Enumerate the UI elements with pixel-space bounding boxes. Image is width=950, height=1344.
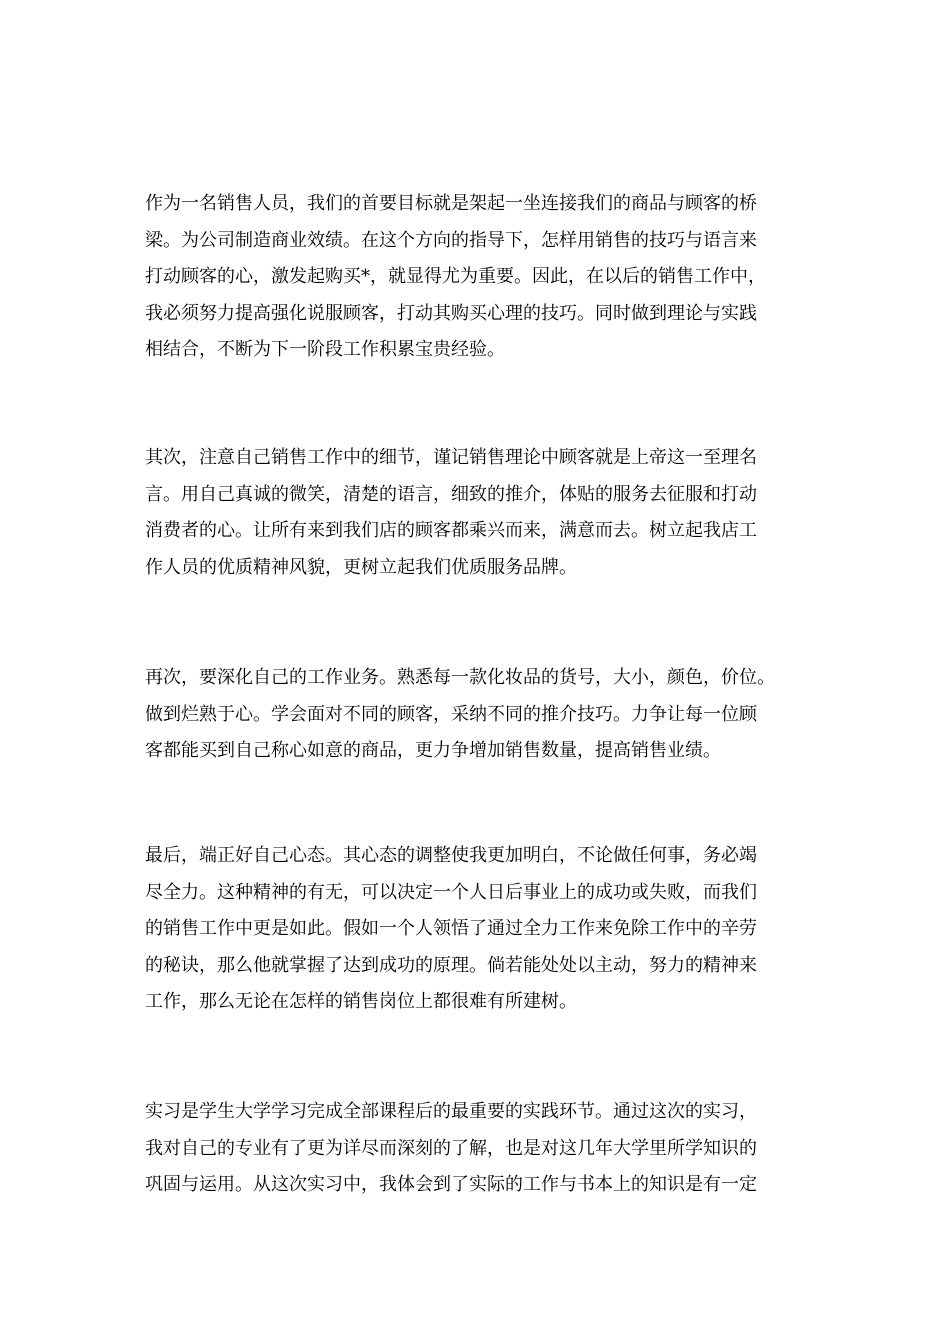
- text-line: 我必须努力提高强化说服顾客，打动其购买心理的技巧。同时做到理论与实践: [145, 302, 757, 324]
- text-line: 的销售工作中更是如此。假如一个人领悟了通过全力工作来免除工作中的辛劳: [145, 918, 757, 939]
- text-line: 作为一名销售人员，我们的首要目标就是架起一坐连接我们的商品与顾客的桥: [145, 193, 757, 214]
- text-line: 其次，注意自己销售工作中的细节，谨记销售理论中顾客就是上帝这一至理名: [145, 447, 757, 468]
- text-line: 客都能买到自己称心如意的商品，更力争增加销售数量，提高销售业绩。: [145, 740, 721, 761]
- text-line: 作人员的优质精神风貌，更树立起我们优质服务品牌。: [145, 556, 577, 578]
- paragraph-business-knowledge: [145, 660, 845, 770]
- text-line: 的秘诀，那么他就掌握了达到成功的原理。倘若能处处以主动，努力的精神来: [145, 954, 757, 976]
- text-line: 相结合，不断为下一阶段工作积累宝贵经验。: [145, 339, 505, 360]
- paragraph-attitude: [145, 838, 845, 1021]
- text-line: 言。用自己真诚的微笑，清楚的语言，细致的推介，体贴的服务去征服和打动: [145, 483, 757, 505]
- text-line: 最后，端正好自己心态。其心态的调整使我更加明白，不论做任何事，务必竭: [145, 845, 757, 866]
- text-line: 消费者的心。让所有来到我们店的顾客都乘兴而来，满意而去。树立起我店工: [145, 520, 757, 541]
- text-line: 我对自己的专业有了更为详尽而深刻的了解，也是对这几年大学里所学知识的: [145, 1137, 757, 1159]
- text-line: 实习是学生大学学习完成全部课程后的最重要的实践环节。通过这次的实习，: [145, 1101, 757, 1122]
- text-line: 再次，要深化自己的工作业务。熟悉每一款化妆品的货号，大小，颜色，价位。: [145, 667, 775, 688]
- paragraph-internship: [145, 1094, 845, 1204]
- text-line: 工作，那么无论在怎样的销售岗位上都很难有所建树。: [145, 991, 577, 1012]
- text-line: 做到烂熟于心。学会面对不同的顾客，采纳不同的推介技巧。力争让每一位顾: [145, 703, 757, 725]
- text-line: 巩固与运用。从这次实习中，我体会到了实际的工作与书本上的知识是有一定: [145, 1174, 757, 1195]
- text-line: 打动顾客的心，激发起购买*，就显得尤为重要。因此，在以后的销售工作中，: [145, 266, 766, 287]
- paragraph-sales-goal: [145, 186, 845, 369]
- text-line: 尽全力。这种精神的有无，可以决定一个人日后事业上的成功或失败，而我们: [145, 881, 757, 903]
- paragraph-details: [145, 440, 845, 586]
- text-line: 梁。为公司制造商业效绩。在这个方向的指导下，怎样用销售的技巧与语言来: [145, 229, 757, 251]
